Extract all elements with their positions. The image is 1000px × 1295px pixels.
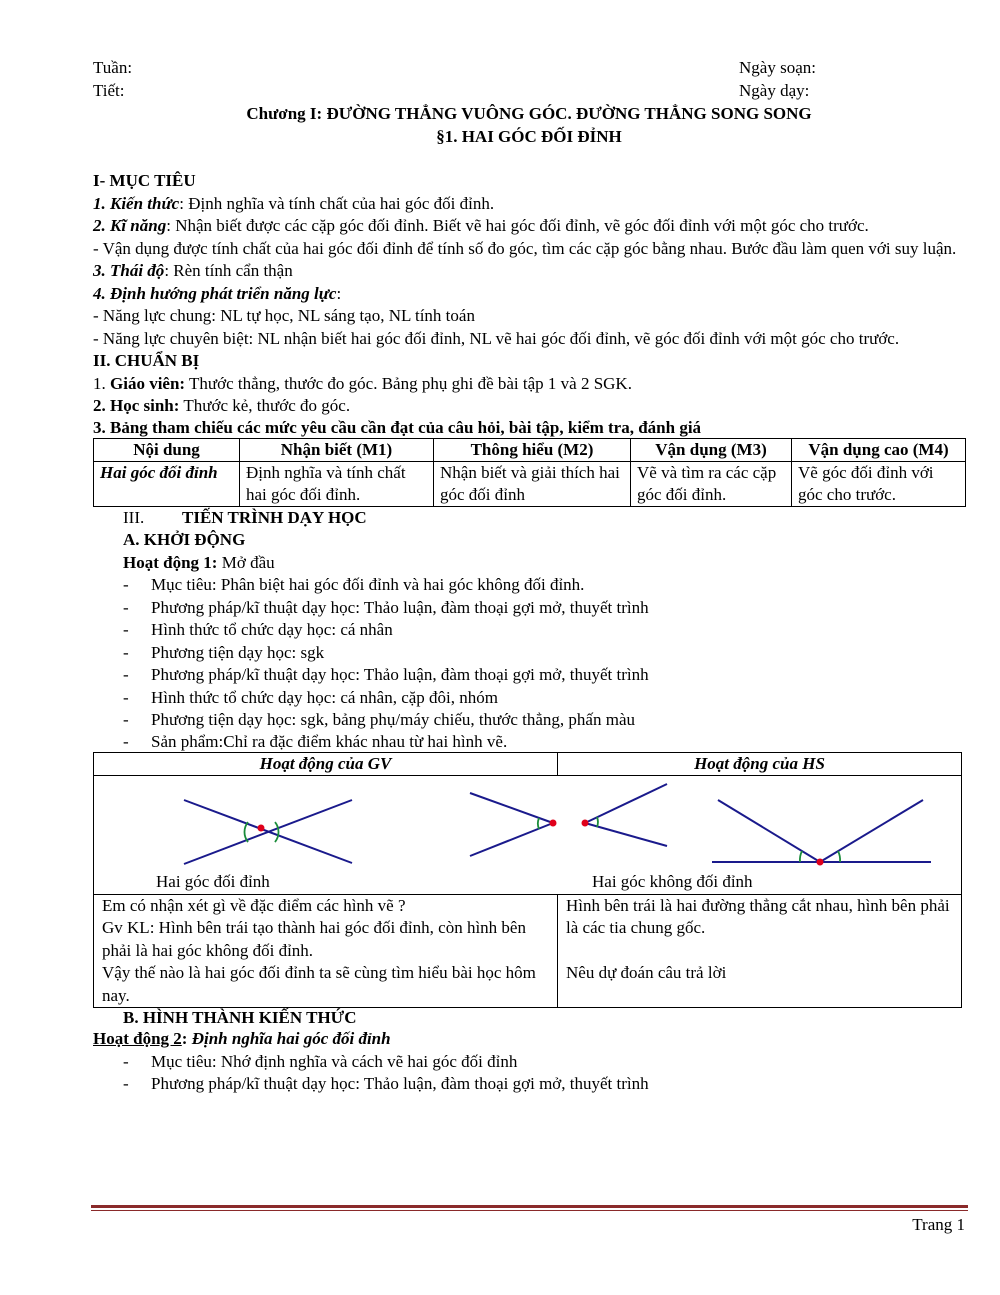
figure-line — [718, 800, 820, 862]
teacher-text: Thước thẳng, thước đo góc. Bảng phụ ghi đề bài tập 1 và 2 SGK. — [185, 373, 632, 393]
header-row-1 — [93, 58, 965, 81]
reference-table — [93, 438, 966, 507]
list-item: - Phương pháp/kĩ thuật dạy học: Thảo luận, đàm thoại gợi mở, thuyết trình — [93, 664, 965, 687]
period-label: Tiết: — [93, 80, 125, 100]
skills-line — [93, 215, 965, 238]
gv-line: Gv KL: Hình bên trái tạo thành hai góc đối đỉnh, còn hình bên phải là hai góc không đối đỉnh. — [102, 918, 526, 960]
figure-cell — [94, 775, 962, 894]
list-item: - Sản phẩm:Chỉ ra đặc điểm khác nhau từ hai hình vẽ. — [93, 732, 965, 752]
table-row — [94, 461, 966, 506]
section-a-heading: A. KHỞI ĐỘNG — [123, 530, 246, 549]
preparation-heading: II. CHUẨN BỊ — [93, 351, 200, 370]
table-header-cell: Nhận biết (M1) — [240, 438, 434, 461]
activity-table — [93, 752, 962, 1009]
attitude-text: : Rèn tính cẩn thận — [164, 261, 293, 280]
activity1-text: Mở đầu — [217, 552, 275, 572]
figure-row — [94, 775, 962, 894]
discussion-row — [94, 894, 962, 1008]
list-item: - Phương pháp/kĩ thuật dạy học: Thảo luận, đàm thoại gợi mở, thuyết trình — [93, 1073, 965, 1096]
table-header-cell: Nội dung — [94, 438, 240, 461]
gv-line: Vậy thế nào là hai góc đối đỉnh ta sẽ cùng tìm hiểu bài học hôm nay. — [102, 963, 536, 1005]
list-item: - Mục tiêu: Phân biệt hai góc đối đỉnh và hai góc không đối đỉnh. — [93, 574, 965, 597]
list-item: - Mục tiêu: Nhớ định nghĩa và cách vẽ hai góc đối đỉnh — [93, 1051, 965, 1074]
week-label: Tuần: — [93, 58, 133, 77]
teacher-label: Giáo viên: — [110, 373, 186, 393]
figure-caption-right: Hai góc không đối đỉnh — [592, 871, 753, 891]
activity2-line — [93, 1028, 965, 1051]
figure-line — [820, 800, 923, 862]
table-header-cell: Thông hiểu (M2) — [434, 438, 631, 461]
page-number: Trang 1 — [912, 1215, 965, 1234]
knowledge-line — [93, 193, 965, 216]
vertex-point — [550, 819, 557, 826]
process-heading — [93, 507, 965, 530]
hs-header: Hoạt động của HS — [558, 752, 962, 775]
angle-arc — [597, 817, 598, 827]
competence-line — [93, 283, 965, 306]
activity2-label: Hoạt động 2 — [93, 1029, 182, 1048]
skills-text: : Nhận biết được các cặp góc đối đỉnh. Biết vẽ hai góc đối đỉnh, vẽ góc đối đỉnh với một góc cho trước. — [166, 216, 869, 235]
table-header-row — [94, 438, 966, 461]
table-cell: Hai góc đối đỉnh — [94, 461, 240, 506]
table-header-cell: Vận dụng cao (M4) — [792, 438, 966, 461]
knowledge-label: 1. Kiến thức — [93, 193, 180, 213]
student-text: Thước kẻ, thước đo góc. — [179, 396, 351, 415]
section-b-heading: B. HÌNH THÀNH KIẾN THỨC — [123, 1008, 357, 1027]
competence-colon: : — [336, 283, 342, 303]
skills-label: 2. Kĩ năng — [93, 216, 167, 235]
student-label: 2. Học sinh: — [93, 396, 180, 415]
table-cell: Vẽ và tìm ra các cặp góc đối đỉnh. — [631, 461, 792, 506]
gv-header: Hoạt động của GV — [94, 752, 558, 775]
figure-line — [470, 793, 553, 823]
hs-line: Hình bên trái là hai đường thẳng cắt nhau, hình bên phải là các tia chung gốc. — [566, 895, 950, 937]
table-cell: Định nghĩa và tính chất hai góc đối đỉnh. — [240, 461, 434, 506]
angle-arc — [800, 851, 802, 862]
list-item: - Hình thức tổ chức dạy học: cá nhân, cặp đôi, nhóm — [93, 687, 965, 710]
attitude-line — [93, 260, 965, 283]
activity1-line — [93, 552, 965, 575]
activity1-list — [93, 574, 965, 752]
process-heading-text: TIẾN TRÌNH DẠY HỌC — [182, 507, 367, 527]
footer-rule — [91, 1205, 968, 1208]
figure-caption-left: Hai góc đối đỉnh — [156, 871, 270, 891]
activity1-label: Hoạt động 1: — [123, 552, 218, 572]
hs-line: Nêu dự đoán câu trả lời — [566, 963, 727, 982]
gv-line: Em có nhận xét gì về đặc điểm các hình vẽ ? — [102, 895, 406, 915]
process-heading-num: III. — [123, 507, 145, 527]
spacer — [93, 148, 965, 170]
gv-cell — [94, 894, 558, 1008]
attitude-label: 3. Thái độ — [93, 261, 165, 280]
student-line — [93, 395, 965, 418]
angle-arc — [538, 818, 539, 829]
knowledge-text: : Định nghĩa và tính chất của hai góc đối đỉnh. — [179, 193, 495, 213]
chapter-title: Chương I: ĐƯỜNG THẲNG VUÔNG GÓC. ĐƯỜNG THẲNG SONG SONG — [246, 104, 812, 123]
hs-cell — [558, 894, 962, 1008]
skills-line-2: - Vận dụng được tính chất của hai góc đối đỉnh để tính số đo góc, tìm các cặp góc bằng nhau. Bước đầu làm quen với suy luận. — [93, 238, 957, 258]
competence-specific: - Năng lực chuyên biệt: NL nhận biết hai góc đối đỉnh, NL vẽ hai góc đối đỉnh, vẽ góc đối đỉnh với một góc cho trước. — [93, 328, 900, 348]
list-item: - Hình thức tổ chức dạy học: cá nhân — [93, 619, 965, 642]
list-item: - Phương pháp/kĩ thuật dạy học: Thảo luận, đàm thoại gợi mở, thuyết trình — [93, 597, 965, 620]
spacer — [566, 940, 953, 963]
figure-line — [470, 823, 553, 856]
prep-date-label: Ngày soạn: — [739, 58, 816, 77]
activity2-text: Định nghĩa hai góc đối đỉnh — [191, 1029, 391, 1048]
lesson-title: §1. HAI GÓC ĐỐI ĐỈNH — [436, 126, 622, 146]
competence-label: 4. Định hướng phát triển năng lực — [93, 283, 337, 303]
activity2-colon: : — [181, 1029, 192, 1048]
footer-rule-thin — [91, 1210, 968, 1211]
table-cell: Nhận biết và giải thích hai góc đối đỉnh — [434, 461, 631, 506]
table-cell: Vẽ góc đối đỉnh với góc cho trước. — [792, 461, 966, 506]
vertex-point — [817, 858, 824, 865]
table-header-cell: Vận dụng (M3) — [631, 438, 792, 461]
reference-table-heading: 3. Bảng tham chiếu các mức yêu cầu cần đạt của câu hỏi, bài tập, kiểm tra, đánh giá — [93, 417, 702, 437]
teach-date-label: Ngày dạy: — [739, 80, 810, 100]
teacher-line — [93, 373, 965, 396]
header-row-2 — [93, 81, 965, 104]
vertex-point — [258, 824, 265, 831]
teacher-prefix: 1. — [93, 373, 110, 393]
angle-arc — [275, 822, 279, 842]
activity-table-header — [94, 752, 962, 775]
list-item: - Phương tiện dạy học: sgk — [93, 642, 965, 665]
list-item: - Phương tiện dạy học: sgk, bảng phụ/máy chiếu, thước thẳng, phấn màu — [93, 709, 965, 732]
competence-general: - Năng lực chung: NL tự học, NL sáng tạo, NL tính toán — [93, 306, 475, 325]
objectives-heading: I- MỤC TIÊU — [93, 171, 196, 190]
vertex-point — [582, 819, 589, 826]
document-page — [93, 58, 965, 1096]
angle-arc — [838, 851, 840, 862]
